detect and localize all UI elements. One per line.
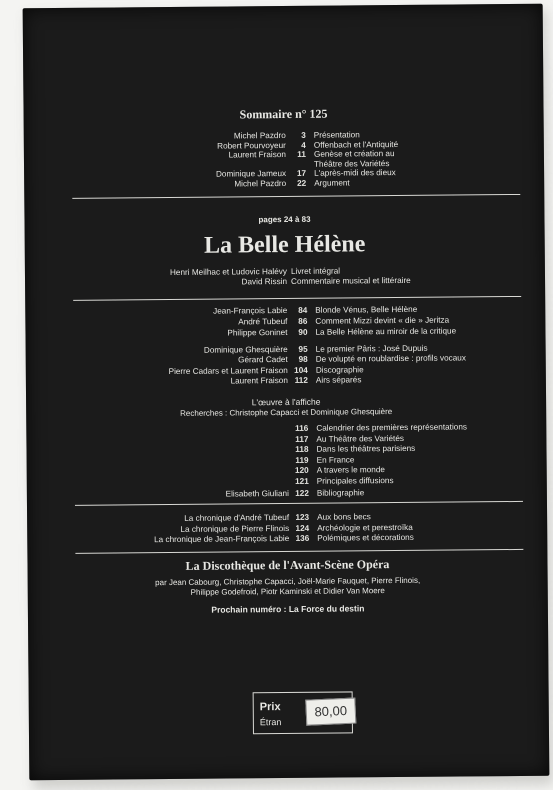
toc-title: Présentation [313,130,360,140]
toc-page: 123 [295,512,310,522]
toc-author: Philippe Goninet [227,327,288,338]
price-label: Prix [259,701,281,714]
toc-title: La Belle Hélène au miroir de la critique [315,326,457,337]
toc-author: La chronique de Jean-François Labie [154,533,290,545]
toc-title: Airs séparés [315,375,362,385]
opera-title: La Belle Hélène [203,231,366,259]
affiche-research: Recherches : Christophe Capacci et Dominique Ghesquière [180,407,393,418]
toc-page: 104 [294,365,308,375]
toc-title: Calendrier des premières représentations [316,422,467,433]
toc-author: Elisabeth Giuliani [225,488,289,499]
toc-page: 116 [295,423,309,433]
toc-title: Bibliographie [316,488,365,498]
divider [73,296,521,301]
toc-title: Discographie [315,364,364,375]
toc-author: Michel Pazdro [234,178,287,189]
sommaire-title: Sommaire n° 125 [239,106,328,122]
toc-author: Dominique Jameux [215,169,287,179]
toc-author: Laurent Fraison [228,150,286,160]
toc-author: Henri Meilhac et Ludovic Halévy [169,266,287,278]
toc-page: 22 [297,178,307,188]
divider [72,194,520,199]
divider [75,549,523,554]
cover-content [23,4,550,781]
toc-page: 3 [301,130,306,140]
toc-title: Blonde Vénus, Belle Hélène [315,304,418,315]
toc-title: Principales diffusions [316,475,394,486]
next-issue: Prochain numéro : La Force du destin [211,603,365,615]
toc-title: Argument [314,178,350,188]
toc-title: L'après-midi des dieux [314,168,396,179]
toc-author: Robert Pourvoyeur [217,140,286,151]
toc-author: André Tubeuf [238,316,288,327]
toc-page: 112 [294,375,308,385]
toc-title: Commentaire musical et littéraire [290,275,411,286]
toc-title: A travers le monde [316,465,385,475]
toc-page: 122 [295,488,309,498]
price-foreign-label: Étran [259,717,282,728]
book-back-cover [23,4,550,781]
toc-title: Comment Mizzi devint « die » Jeritza [315,315,450,326]
toc-title: Aux bons becs [317,512,371,522]
toc-page: 136 [295,533,310,543]
toc-author: La chronique d'André Tubeuf [184,512,290,523]
affiche-title: L'œuvre à l'affiche [251,396,321,408]
toc-page: 98 [298,355,308,365]
toc-page: 4 [301,140,306,150]
toc-author: Michel Pazdro [233,130,286,141]
toc-title: Archéologie et perestroïka [317,522,413,533]
toc-row [27,487,547,502]
toc-author: Dominique Ghesquière [203,344,288,355]
toc-page: 119 [295,455,309,465]
toc-page: 117 [295,434,309,444]
toc-title: Offenbach et l'Antiquité [313,139,399,150]
toc-page: 84 [298,305,308,315]
toc-title: Livret intégral [290,266,341,276]
toc-author: Pierre Cadars et Laurent Fraison [168,365,288,376]
toc-author: David Rissin [241,276,288,287]
toc-page: 124 [295,523,310,533]
toc-title: Au Théâtre des Variétés [316,433,404,444]
toc-page: 121 [295,476,309,486]
price-box [253,691,353,734]
toc-page: 11 [297,150,306,160]
toc-title: Dans les théâtres parisiens [316,443,416,454]
toc-title: Le premier Pâris : José Dupuis [315,343,428,354]
discotheque-title: La Discothèque de l'Avant-Scène Opéra [185,557,390,573]
divider [75,501,523,506]
toc-page: 86 [298,316,308,326]
discotheque-credits-1: par Jean Cabourg, Christophe Capacci, Joël-Marie Fauquet, Pierre Flinois, [155,575,421,588]
toc-page: 17 [296,169,307,179]
toc-page: 120 [294,465,309,475]
price-sticker: 80,00 [305,698,356,726]
toc-page: 95 [298,344,308,354]
toc-author: Laurent Fraison [230,375,288,386]
toc-page: 118 [295,444,309,454]
pages-range: pages 24 à 83 [258,214,311,225]
toc-title: Polémiques et décorations [317,532,414,543]
toc-title: Théâtre des Variétés [313,158,390,169]
toc-author: La chronique de Pierre Flinois [180,523,290,534]
toc-page: 90 [298,327,308,337]
toc-title: En France [316,454,355,465]
discotheque-credits-2: Philippe Godefroid, Piotr Kaminski et Didier Van Moere [190,586,385,597]
toc-author: Gérard Cadet [238,355,288,365]
toc-title: Genèse et création au [313,149,395,159]
toc-title: De volupté en roublardise : profils vocaux [315,353,466,365]
toc-author: Jean-François Labie [213,305,288,316]
